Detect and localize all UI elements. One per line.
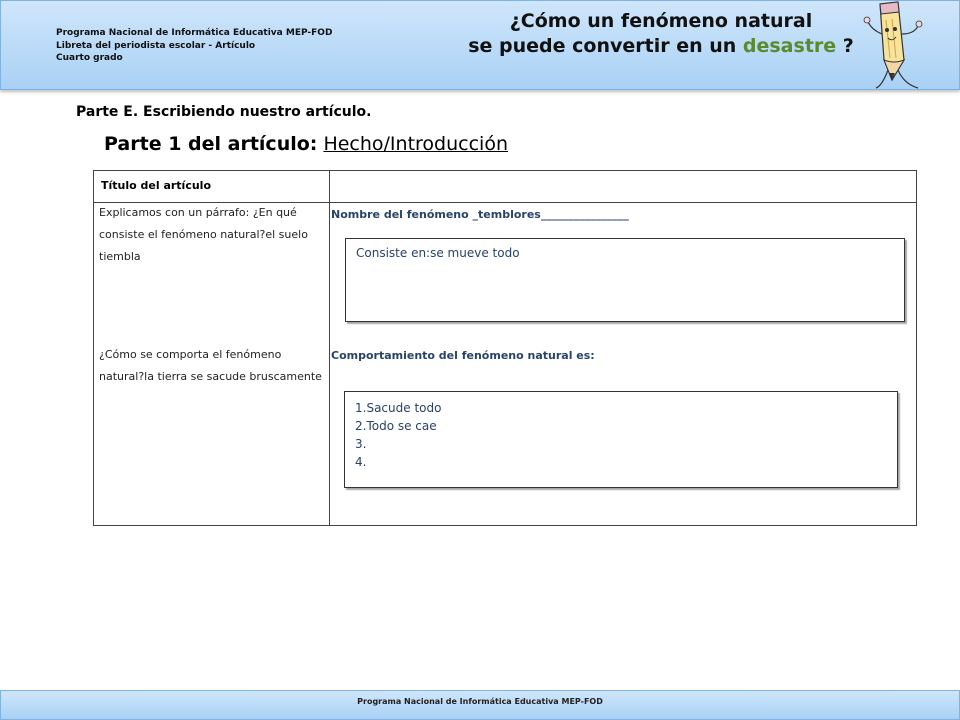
title-line-2 bbox=[441, 34, 881, 59]
question-behavior: ¿Cómo se comporta el fenómeno natural?la tierra se sacude bruscamente bbox=[99, 348, 322, 383]
pencil-character-icon bbox=[858, 0, 930, 94]
table-column-divider bbox=[329, 171, 330, 525]
consists-box bbox=[345, 238, 905, 322]
title-prefix: se puede convertir en un bbox=[468, 35, 743, 57]
behavior-box bbox=[344, 391, 898, 488]
section-heading: Parte E. Escribiendo nuestro artículo. bbox=[76, 104, 372, 120]
program-info bbox=[56, 27, 332, 65]
article-table bbox=[93, 170, 917, 526]
consists-text: Consiste en:se mueve todo bbox=[356, 246, 520, 260]
title-line-1: ¿Cómo un fenómeno natural bbox=[509, 10, 813, 32]
question-explain-paragraph: Explicamos con un párrafo: ¿En qué consiste el fenómeno natural?el suelo tiembla bbox=[99, 206, 308, 263]
behavior-item: 2.Todo se cae bbox=[355, 419, 437, 433]
behavior-label: Comportamiento del fenómeno natural es: bbox=[331, 349, 595, 362]
program-name: Programa Nacional de Informática Educativa MEP-FOD bbox=[56, 28, 333, 38]
title-accent-word: desastre bbox=[742, 35, 837, 57]
part-1-value: Hecho/Introducción bbox=[323, 133, 508, 155]
behavior-item: 3. bbox=[355, 437, 367, 451]
footer-banner bbox=[0, 690, 960, 720]
article-title-label: Título del artículo bbox=[101, 179, 212, 192]
behavior-item: 4. bbox=[355, 455, 367, 469]
page-title bbox=[441, 9, 881, 59]
title-suffix: ? bbox=[836, 35, 854, 57]
notebook-name: Libreta del periodista escolar - Artículo bbox=[56, 40, 256, 51]
phenomenon-name-label: Nombre del fenómeno _temblores________________ bbox=[331, 208, 629, 221]
grade-level: Cuarto grado bbox=[56, 53, 123, 63]
behavior-item: 1.Sacude todo bbox=[355, 401, 442, 415]
part-1-heading bbox=[104, 133, 508, 155]
footer-text: Programa Nacional de Informática Educativa MEP-FOD bbox=[357, 697, 603, 706]
part-1-label: Parte 1 del artículo: bbox=[104, 133, 318, 155]
header-banner bbox=[0, 0, 960, 90]
